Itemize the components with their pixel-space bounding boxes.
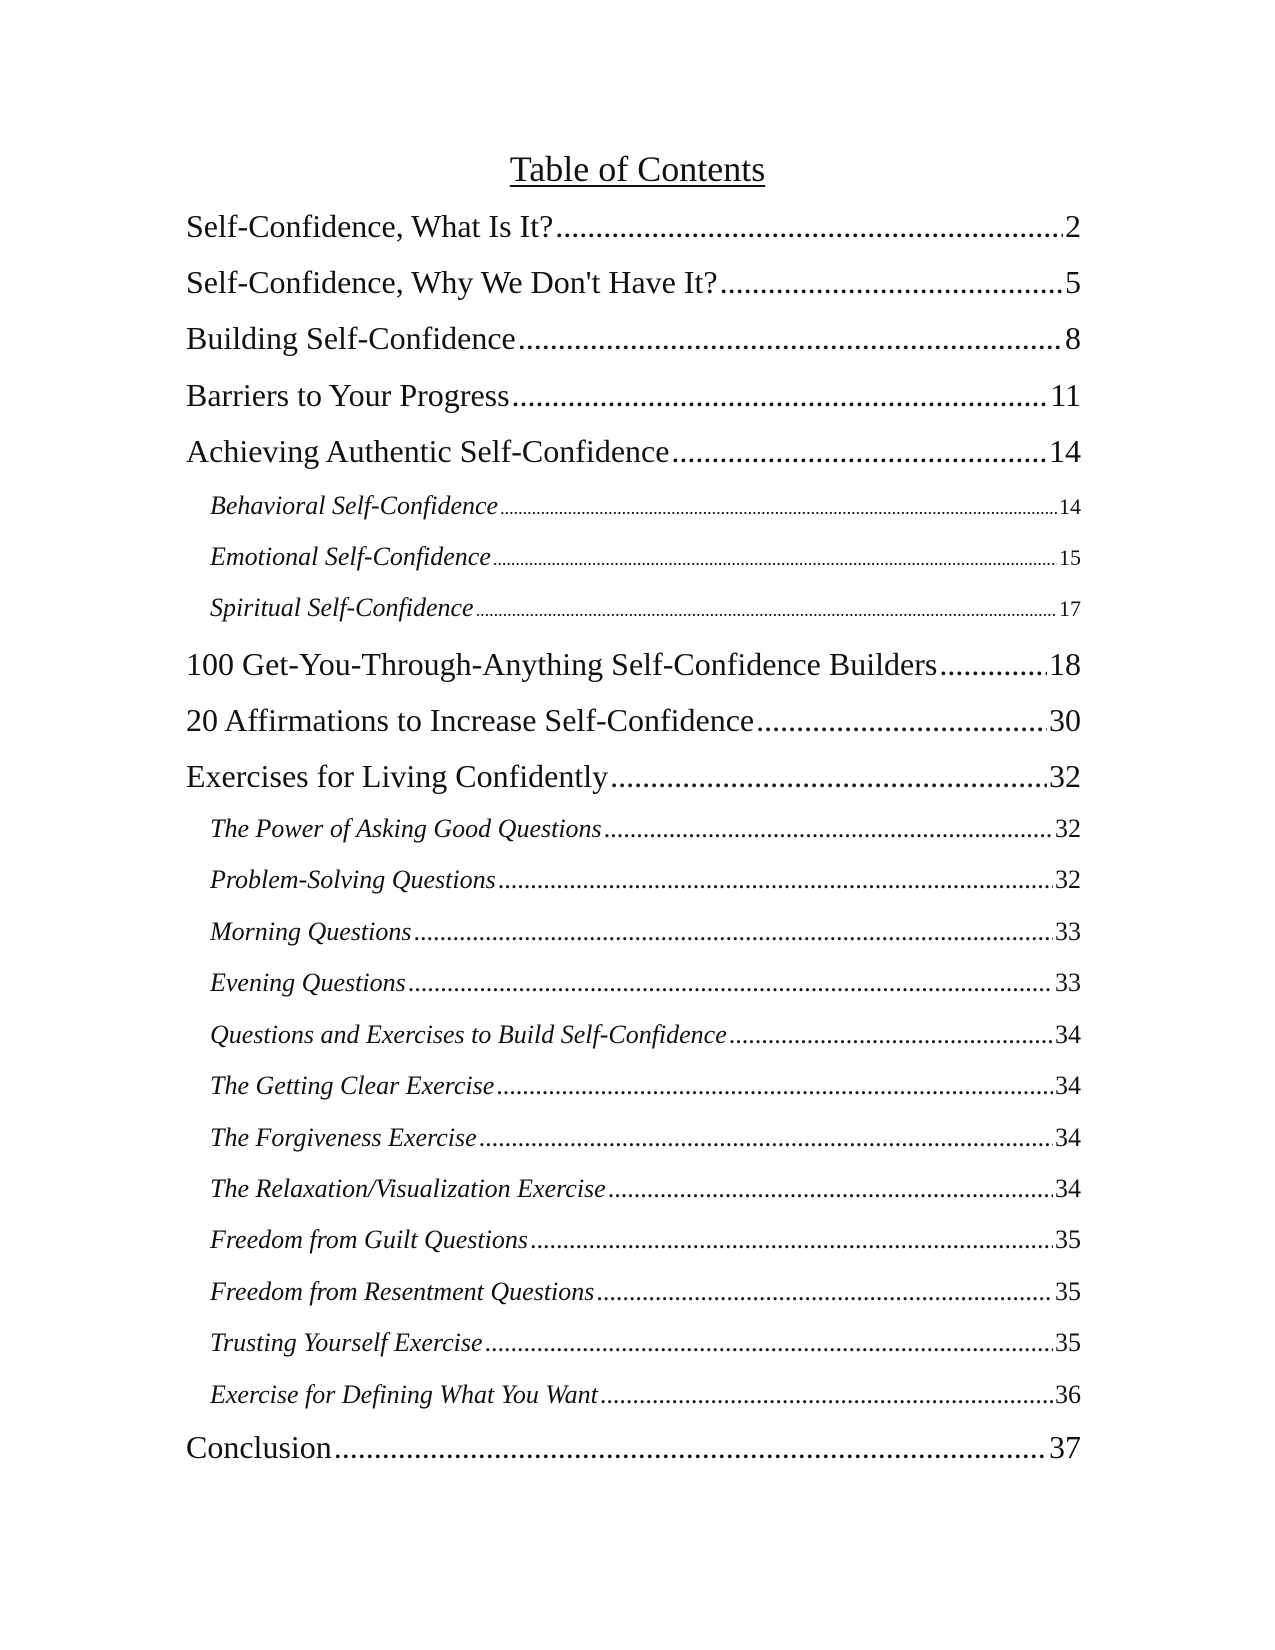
- toc-leader-dots: [496, 1070, 1053, 1102]
- toc-subentry[interactable]: [210, 1122, 1081, 1154]
- toc-subentry[interactable]: [210, 1276, 1081, 1308]
- toc-entry-label: The Forgiveness Exercise: [210, 1123, 477, 1152]
- toc-leader-dots: [518, 319, 1063, 357]
- toc-entry-label: Achieving Authentic Self-Confidence: [186, 433, 670, 469]
- toc-entry-label: Spiritual Self-Confidence: [210, 593, 474, 622]
- toc-entry-page: 34: [1055, 1123, 1081, 1152]
- toc-leader-dots: [756, 701, 1047, 739]
- toc-entry-page: 5: [1065, 264, 1081, 300]
- toc-entry-label: The Power of Asking Good Questions: [210, 814, 602, 843]
- toc-entry[interactable]: [186, 701, 1081, 739]
- toc-leader-dots: [408, 967, 1053, 999]
- toc-leader-dots: [671, 432, 1047, 470]
- toc-entry-page: 14: [1049, 433, 1081, 469]
- toc-subentry[interactable]: [210, 1070, 1081, 1102]
- toc-subentry[interactable]: [210, 813, 1081, 845]
- toc-entry-label: Building Self-Confidence: [186, 320, 516, 356]
- toc-subentry[interactable]: [210, 490, 1081, 524]
- toc-entry-page: 11: [1050, 377, 1081, 413]
- toc-leader-dots: [512, 376, 1049, 414]
- toc-entry-page: 14: [1059, 494, 1081, 519]
- toc-entry-page: 37: [1049, 1429, 1081, 1465]
- toc-entry-page: 33: [1055, 968, 1081, 997]
- toc-entry-page: 32: [1055, 814, 1081, 843]
- toc-entry-label: Conclusion: [186, 1429, 332, 1465]
- toc-leader-dots: [720, 263, 1063, 301]
- toc-leader-dots: [729, 1019, 1053, 1051]
- toc-leader-dots: [334, 1428, 1047, 1466]
- toc-leader-dots: [596, 1276, 1053, 1308]
- toc-leader-dots: [476, 594, 1057, 626]
- toc-entry-page: 17: [1059, 596, 1081, 621]
- toc-subentry[interactable]: [210, 864, 1081, 896]
- toc-leader-dots: [555, 207, 1063, 245]
- toc-entry[interactable]: [186, 263, 1081, 301]
- toc-leader-dots: [939, 645, 1047, 683]
- toc-entry-label: Trusting Yourself Exercise: [210, 1328, 483, 1357]
- toc-entry[interactable]: [186, 432, 1081, 470]
- toc-entry-page: 34: [1055, 1174, 1081, 1203]
- toc-entry-label: Behavioral Self-Confidence: [210, 491, 499, 520]
- toc-entry-page: 33: [1055, 917, 1081, 946]
- toc-entry-page: 8: [1065, 320, 1081, 356]
- toc-subentry[interactable]: [210, 541, 1081, 575]
- toc-leader-dots: [414, 916, 1054, 948]
- toc-entry-page: 35: [1055, 1277, 1081, 1306]
- toc-entry-label: Morning Questions: [210, 917, 412, 946]
- toc-leader-dots: [608, 1173, 1053, 1205]
- toc-entry-page: 15: [1059, 545, 1081, 570]
- toc-entry-page: 32: [1055, 865, 1081, 894]
- toc-subentry[interactable]: [210, 1019, 1081, 1051]
- toc-entry-label: Evening Questions: [210, 968, 406, 997]
- toc-entry-label: 20 Affirmations to Increase Self-Confidence: [186, 702, 755, 738]
- toc-title-text: Table of Contents: [509, 149, 766, 189]
- toc-subentry[interactable]: [210, 592, 1081, 626]
- toc-entry[interactable]: [186, 376, 1081, 414]
- toc-entry-page: 34: [1055, 1020, 1081, 1049]
- toc-entry-label: Self-Confidence, What Is It?: [186, 208, 554, 244]
- toc-entry-label: The Relaxation/Visualization Exercise: [210, 1174, 606, 1203]
- toc-leader-dots: [610, 757, 1047, 795]
- toc-entry-label: Emotional Self-Confidence: [210, 542, 491, 571]
- toc-entry[interactable]: [186, 645, 1081, 683]
- toc-leader-dots: [530, 1224, 1053, 1256]
- toc-entry-label: The Getting Clear Exercise: [210, 1071, 495, 1100]
- toc-entry[interactable]: [186, 319, 1081, 357]
- toc-entry-label: Freedom from Guilt Questions: [210, 1225, 528, 1254]
- toc-entry-page: 36: [1055, 1380, 1081, 1409]
- toc-subentry[interactable]: [210, 916, 1081, 948]
- toc-leader-dots: [485, 1327, 1053, 1359]
- toc-entry-page: 35: [1055, 1225, 1081, 1254]
- toc-entry-page: 34: [1055, 1071, 1081, 1100]
- toc-entry-page: 30: [1049, 702, 1081, 738]
- toc-entry-page: 35: [1055, 1328, 1081, 1357]
- toc-entry[interactable]: [186, 757, 1081, 795]
- toc-subentry[interactable]: [210, 1173, 1081, 1205]
- toc-entry-page: 32: [1049, 758, 1081, 794]
- toc-leader-dots: [600, 1379, 1053, 1411]
- toc-subentry[interactable]: [210, 1379, 1081, 1411]
- toc-leader-dots: [500, 492, 1057, 524]
- toc-entry-label: 100 Get-You-Through-Anything Self-Confidence Builders: [186, 646, 938, 682]
- toc-entry-label: Problem-Solving Questions: [210, 865, 496, 894]
- toc-leader-dots: [479, 1122, 1053, 1154]
- toc-subentry[interactable]: [210, 1224, 1081, 1256]
- toc-entry-label: Barriers to Your Progress: [186, 377, 510, 413]
- toc-entry-page: 2: [1065, 208, 1081, 244]
- toc-leader-dots: [493, 543, 1057, 575]
- toc-subentry[interactable]: [210, 1327, 1081, 1359]
- toc-entry-label: Questions and Exercises to Build Self-Confidence: [210, 1020, 727, 1049]
- toc-entry-label: Exercises for Living Confidently: [186, 758, 609, 794]
- toc-subentry[interactable]: [210, 967, 1081, 999]
- toc-entry-label: Freedom from Resentment Questions: [210, 1277, 595, 1306]
- toc-entry-page: 18: [1049, 646, 1081, 682]
- toc-entry-label: Self-Confidence, Why We Don't Have It?: [186, 264, 718, 300]
- toc-entry[interactable]: [186, 1428, 1081, 1466]
- toc-leader-dots: [604, 813, 1053, 845]
- toc-leader-dots: [498, 864, 1053, 896]
- toc-entry-label: Exercise for Defining What You Want: [210, 1380, 598, 1409]
- toc-entry[interactable]: [186, 207, 1081, 245]
